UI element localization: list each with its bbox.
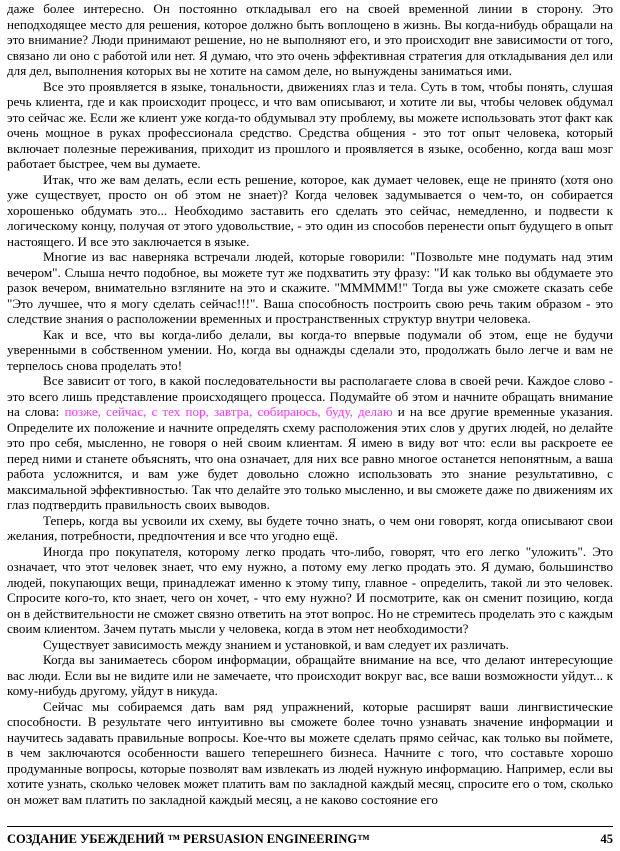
paragraph-1: даже более интересно. Он постоянно откладывал его на своей временной линии в сторону. Это неподходящее место для решения, которое должно быть воплощено в жизнь. Вы когда-нибудь обращали на это внимание? Люди принимают решение, но не выполняют его, и это происходит вне зависимости от того, связано ли оно с работой или нет. Я думаю, что это очень эффективная стратегия для откладывания дел или для дел, выполнения которых вы не хотите на самом деле, но вынуждены заниматься ими. bbox=[7, 1, 613, 78]
paragraph-11: Сейчас мы собираемся дать вам ряд упражнений, которые расширят ваши лингвистические способности. В результате чего интуитивно вы сможете более точно узнавать значение информации и научитесь задавать правильные вопросы. Кое-что вы можете сделать прямо сейчас, как только вы поймете, в чем заключаются особенности вашего теперешнего бизнеса. Начните с того, что составьте хорошо продуманные вопросы, которые позволят вам извлекать из людей нужную информацию. Например, если вы хотите узнать, сколько человек может платить вам по закладной каждый месяц, спросите его о том, сколько он может вам платить по закладной каждый месяц, а не каково состояние его bbox=[7, 698, 613, 807]
paragraph-7: Теперь, когда вы усвоили их схему, вы будете точно знать, о чем они говорят, когда описывают свои желания, потребности, предпочтения и все что угодно ещё. bbox=[7, 512, 613, 543]
paragraph-6-start: Все зависит от того, в какой последовательности вы располагаете слова в своей речи. Каждое слово - это всего лишь представление происходящего процесса. Подумайте об этом и начните обращать внимание на слова: bbox=[7, 373, 613, 419]
page-body bbox=[7, 1, 613, 807]
paragraph-3: Итак, что же вам делать, если есть решение, которое, как думает человек, еще не принято (хотя оно уже существует, просто он об этом не знает)? Когда человек задумывается о чем-то, он собирается хорошенько обдумать это... Необходимо заставить его сделать это сейчас, немедленно, и подвести к логическому концу, получая от этого удовольствие, - это один из способов перенести опыт будущего в опыт настоящего. И все это заключается в языке. bbox=[7, 171, 613, 249]
page-footer bbox=[7, 826, 613, 847]
paragraph-5: Как и все, что вы когда-либо делали, вы когда-то впервые подумали об этом, еще не будучи уверенными в собственном умении. Но, когда вы однажды сделали это, продолжать было легче и вам не терпелось снова проделать это! bbox=[7, 326, 613, 373]
paragraph-2: Все это проявляется в языке, тональности, движениях глаз и тела. Суть в том, чтобы понять, слушая речь клиента, где и как происходит процесс, и что вам описывают, и хотите ли вы, чтобы человек обдумал это сейчас же. Если же клиент уже когда-то обдумывал эту проблему, вы можете использовать этот факт как очень мощное в руках профессионала средство. Средства общения - это тот опыт человека, который включает полезные переживания, приходит из прошлого и проявляется в языке, особенно, когда ваш мозг работает быстрее, чем вы думаете. bbox=[7, 78, 613, 171]
paragraph-6-end: и на все другие временные указания. Определите их положение и начните определять схему расположения этих слов у других людей, но делайте это про себя, мысленно, не говоря о ней своим клиентам. Я имею в виду вот что: если вы раскроете ее перед ними и станете объяснять, что она означает, для них все равно многое останется непонятным, а ваша работа усложнится, и вам уже будет довольно сложно использовать это знание результативно, с максимальной эффективностью. Так что делайте это только мысленно, и вы сможете даже по движениям их глаз подтвердить правильность своих выводов. bbox=[7, 404, 613, 512]
paragraph-8: Иногда про покупателя, которому легко продать что-либо, говорят, что его легко "уложить". Это означает, что этот человек знает, что ему нужно, а потому ему легко продать это. Я думаю, большинство людей, покупающих вещи, принадлежат именно к этому типу, главное - определить, такой ли это человек. Спросите кого-то, кто знает, чего он хочет, - что ему нужно? И посмотрите, как он сменит позицию, когда он в действительности не сможет связно ответить на этот вопрос. Но не стремитесь проделать это с каждым своим клиентом. Зачем путать мысли у человека, когда в этом нет необходимости? bbox=[7, 543, 613, 636]
highlighted-time-words: позже, сейчас, с тех пор, завтра, собираюсь, буду, делаю bbox=[64, 404, 393, 419]
paragraph-9: Существует зависимость между знанием и установкой, и вам следует их различать. bbox=[43, 636, 509, 652]
paragraph-4: Многие из вас наверняка встречали людей, которые говорили: "Позвольте мне подумать над этим вечером". Слыша нечто подобное, вы можете тут же подхватить эту фразу: "И как только вы обдумаете это разок вечером, внимательно взгляните на это и скажите. "МММММ!" Тогда вы уже сможете сказать себе "Это лучшее, что я могу сделать сейчас!!!". Ваша способность построить свою речь таким образом - это следствие знания о расположении временных и пространственных структур внутри человека. bbox=[7, 249, 613, 326]
paragraph-10: Когда вы занимаетесь сбором информации, обращайте внимание на все, что делают интересующие вас люди. Если вы не видите или не замечаете, что происходит вокруг вас, все ваши возможности уйдут... к кому-нибудь другому, уйдут в никуда. bbox=[7, 652, 613, 698]
paragraph-6 bbox=[7, 373, 613, 513]
footer-title: СОЗДАНИЕ УБЕЖДЕНИЙ ™ PERSUASION ENGINEERING™ bbox=[7, 832, 370, 846]
page-number: 45 bbox=[600, 832, 613, 846]
